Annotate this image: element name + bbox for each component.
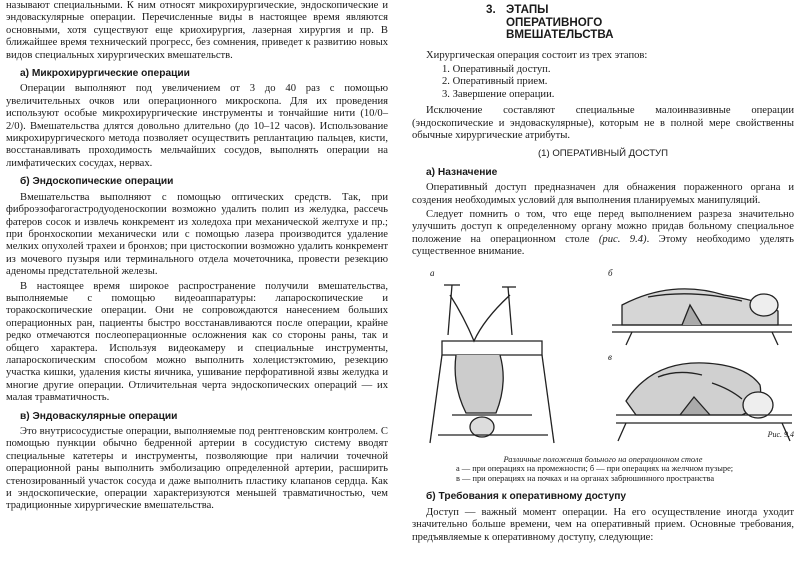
caption-line: в — при операциях на почках и на органах забрюшинного пространства	[456, 473, 715, 483]
patient-positions-illustration	[412, 265, 794, 453]
chapter-heading	[486, 4, 794, 42]
left-page	[6, 0, 388, 515]
perineal-position-drawing	[430, 285, 554, 443]
subsection-heading-purpose: а) Назначение	[426, 166, 498, 178]
purpose-paragraph: Оперативный доступ предназначен для обнажения пораженного органа и создения необходимых условий для выполнения планируемых манипуляций.	[412, 182, 794, 206]
stages-list	[442, 64, 794, 101]
subsection-heading-micro: а) Микрохирургические операции	[20, 68, 190, 80]
micro-paragraph: Операции выполняют под увеличением от 3 до 40 раз с помощью увеличительных очков или операционного микроскопа. Для их проведения используют особые микрохирургические инструменты и тончайшие нити (10/0–2/0). Вмешательства длятся довольно длительно (до 10–12 часов). Использование микрохирургического метода позволяет осуществить реплантацию пальцев, кисти, восстанавливать проходимость мельчайших сосудов, выполнять операции на лимфатических сосудах, нервах.	[6, 83, 388, 169]
endovascular-paragraph: Это внутрисосудистые операции, выполняемые под рентгеновским контролем. С помощью пункции обычно бедренной артерии в сосудистую систему вводят специальные катетеры и инструменты, позволяющие при наличии точечной операционной раны выполнить эмболизацию определенной артерии, расширить стенозированный участок сосуда и даже выполнить пластику клапанов сердца. Как и эндоскопические, операции характеризуются меньшей травматичностью, чем традиционные хирургические вмешательства.	[6, 426, 388, 512]
chapter-title-line-2: ОПЕРАТИВНОГО	[506, 15, 603, 29]
chapter-title-line-3: ВМЕШАТЕЛЬСТВА	[506, 28, 614, 41]
section-heading-access: (1) ОПЕРАТИВНЫЙ ДОСТУП	[537, 148, 669, 160]
subsection-heading-endoscopic: б) Эндоскопические операции	[20, 176, 174, 188]
stage-item: 3. Завершение операции.	[442, 88, 555, 100]
kidney-position-drawing	[616, 362, 792, 440]
gallbladder-position-drawing	[612, 288, 792, 344]
stage-item: 1. Оперативный доступ.	[442, 63, 551, 75]
figure-label-b: б	[608, 267, 613, 278]
caption-title: Различные положения больного на операционном столе	[503, 454, 703, 464]
right-page	[412, 0, 794, 546]
subsection-heading-requirements: б) Требования к оперативному доступу	[426, 491, 627, 503]
exception-paragraph: Исключение составляют специальные малоинвазивные операции (эндоскопические и эндоваскулярные), которым не в полной мере свойственны обычные хирургические атрибуты.	[412, 105, 794, 141]
figure-label-c: в	[608, 351, 612, 362]
figure-number: Рис. 9.4	[767, 429, 794, 439]
caption-line: а — при операциях на промежности; б — при операциях на желчном пузыре;	[456, 464, 734, 474]
endoscopic-paragraph-1: Вмешательства выполняют с помощью оптических средств. Так, при фиброэзофагогастродуоденоскопии возможно удалить полип из желудка, рассечь фатеров сосок и извлечь конкремент из холедоха при механической желтухе и пр.; при бронхоскопии механически или с помощью лазера производится удаление мелких опухолей трахеи и бронхов; при цистоскопии возможно удалить конкремент из мочевого пузыря или терминального отдела мочеточника, провести резекцию аденомы предстательной железы.	[6, 191, 388, 278]
requirements-paragraph: Доступ — важный момент операции. На его осуществление иногда уходит значительно больше времени, чем на оперативный прием. Основные требования, предъявляемые к оперативному доступу, следующие:	[412, 506, 794, 543]
chapter-number: 3.	[486, 3, 496, 16]
intro-paragraph: называют специальными. К ним относят микрохирургические, эндоскопические и эндоваскулярные операции. Перечисленные виды в настоящее время являются основными, хотя существуют еще криохирургия, лазерная хирургия и пр. В ближайшее время технический прогресс, без сомнения, приведет к развитию новых видов специальных хирургических вмешательств.	[6, 0, 388, 61]
figure-reference: (рис. 9.4)	[598, 233, 647, 245]
subsection-heading-endovascular: в) Эндоваскулярные операции	[20, 410, 178, 422]
endoscopic-paragraph-2: В настоящее время широкое распространение получили вмешательства, выполняемые с помощью видеоаппаратуры: лапароскопические и торакоскопические операции. Они не сопровождаются нанесением больших операционных ран, пациенты быстро восстанавливаются после операции, крайне редко отмечаются послеоперационные осложнения как со стороны раны, так и общего характера. Используя видеокамеру и специальные инструменты, лапароскопическим способом можно выполнить холецистэктомию, резекцию участка кишки, удаления кисты яичника, ушивание перфоративной язвы желудка и многие другие операции. Отличительная черта эндоскопических операций — их малая травматичность.	[6, 280, 388, 404]
stages-intro: Хирургическая операция состоит из трех этапов:	[426, 49, 648, 61]
figure-9-4	[412, 265, 794, 453]
chapter-title-line-1: ЭТАПЫ	[506, 3, 549, 16]
figure-caption	[412, 455, 794, 484]
position-paragraph: Следует помнить о том, что еще перед выполнением разреза значительно улучшить доступ к определенному органу можно придав больному специальное положение на операционном столе (рис. 9.4). Этому необходимо уделять существенное внимание.	[412, 208, 795, 258]
figure-label-a: а	[430, 267, 435, 278]
stage-item: 2. Оперативный прием.	[442, 76, 548, 88]
